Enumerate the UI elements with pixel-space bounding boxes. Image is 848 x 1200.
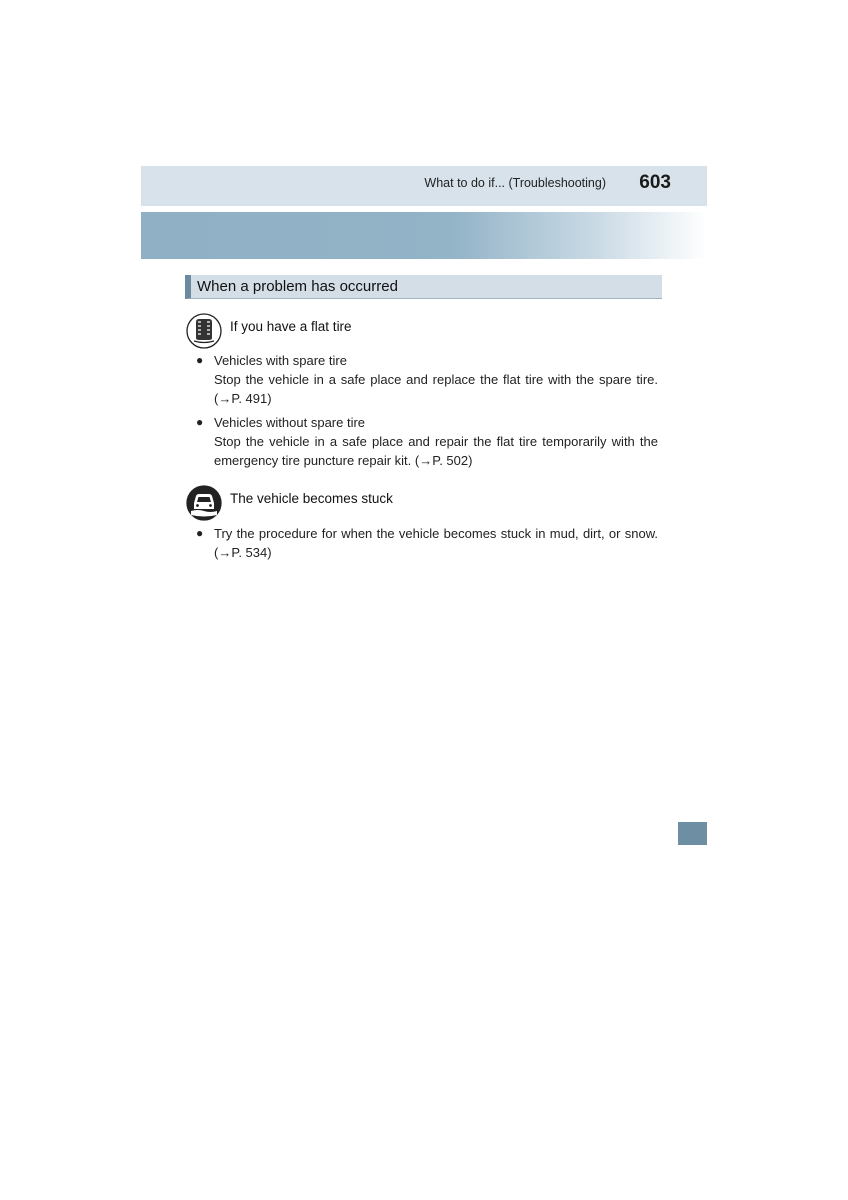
list-item-text: Stop the vehicle in a safe place and repair the flat tire temporarily with the emergency tire puncture repair kit. (→P. 502) bbox=[214, 434, 658, 468]
flat-tire-icon bbox=[186, 313, 222, 349]
list-item-label: Vehicles without spare tire bbox=[214, 415, 366, 430]
stuck-vehicle-icon bbox=[186, 485, 222, 521]
flat-tire-title: If you have a flat tire bbox=[230, 319, 352, 334]
page-number: 603 bbox=[639, 172, 671, 193]
flat-tire-subsection-header bbox=[186, 313, 656, 349]
stuck-title: The vehicle becomes stuck bbox=[230, 491, 393, 506]
list-item-text: Try the procedure for when the vehicle becomes stuck in mud, dirt, or snow. (→P. 534) bbox=[214, 526, 658, 560]
list-item-stuck bbox=[196, 524, 658, 562]
list-item-text: Stop the vehicle in a safe place and replace the flat tire with the spare tire. (→P. 491) bbox=[214, 372, 658, 406]
page-header bbox=[141, 166, 707, 206]
bullet-icon: ● bbox=[196, 415, 204, 429]
stuck-subsection-header bbox=[186, 485, 656, 521]
list-item-spare-tire bbox=[196, 351, 658, 408]
header-title: What to do if... (Troubleshooting) bbox=[424, 176, 606, 190]
bullet-icon: ● bbox=[196, 353, 204, 367]
bullet-icon: ● bbox=[196, 526, 204, 540]
chapter-tab bbox=[678, 822, 707, 845]
chapter-banner bbox=[141, 212, 707, 259]
list-item-label: Vehicles with spare tire bbox=[214, 353, 347, 368]
list-item-no-spare-tire bbox=[196, 413, 658, 470]
section-heading bbox=[185, 275, 662, 299]
section-heading-text: When a problem has occurred bbox=[197, 278, 398, 295]
